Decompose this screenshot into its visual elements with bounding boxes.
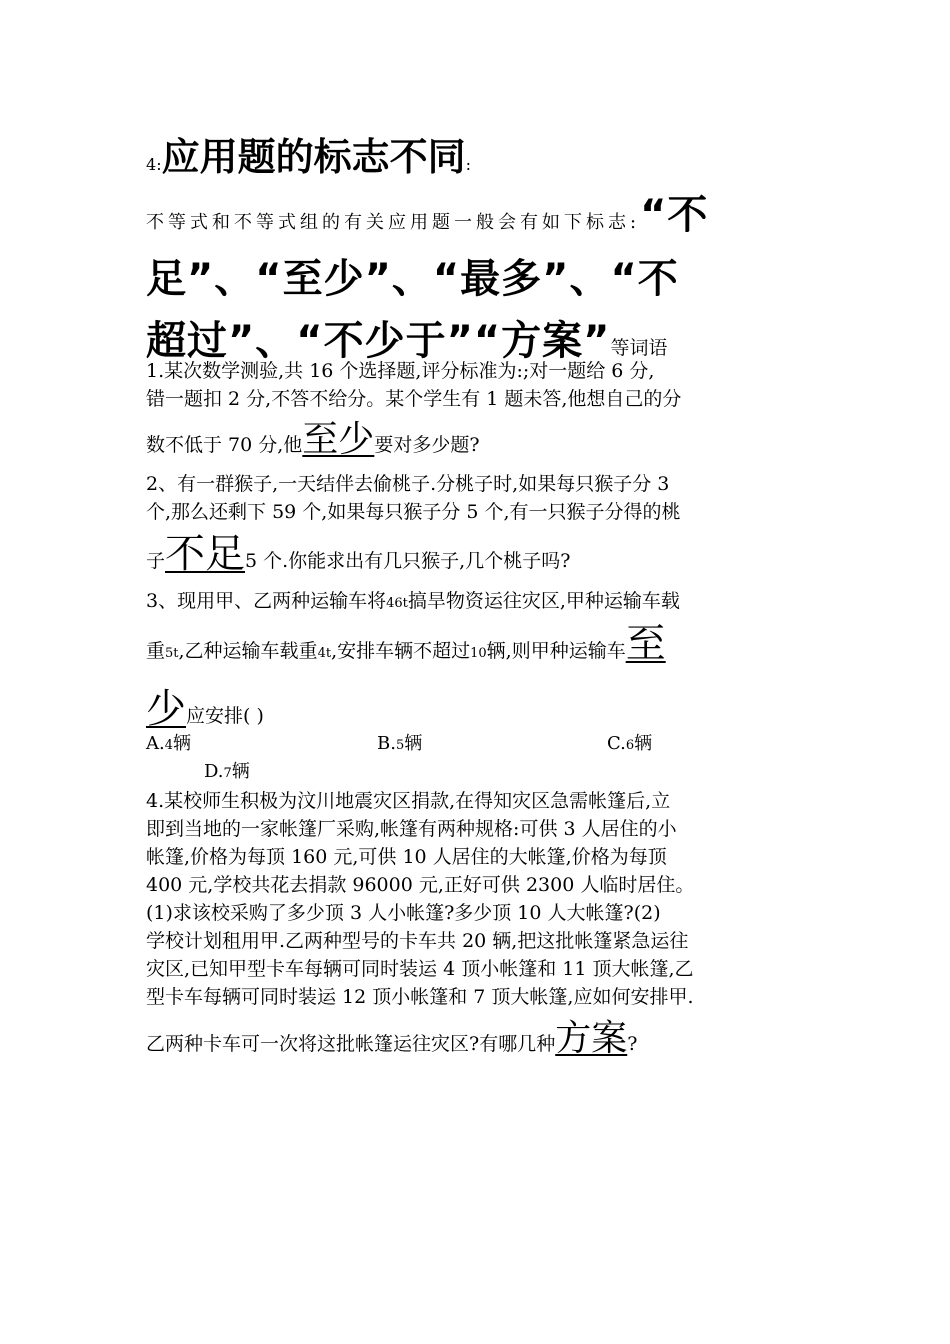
q3-keyword-2: 少 <box>146 686 186 732</box>
q3-keyword-1: 至 <box>625 621 666 667</box>
q1-line-2: 错一题扣 2 分,不答不给分。某个学生有 1 题未答,他想自己的分 <box>146 388 682 410</box>
q1-line-1: 1.某次数学测验,共 16 个选择题,评分标准为:;对一题给 6 分, <box>146 360 655 382</box>
q3-line-1b: 搞旱物资运往灾区,甲种运输车载 <box>407 590 680 612</box>
q3-load-total: 46t <box>386 596 408 611</box>
q1-line-3b: 要对多少题? <box>374 434 480 456</box>
intro-row-3-keywords: 超过”、“不少于”“方案” <box>146 318 611 364</box>
q2-line-3 <box>146 526 814 589</box>
q2-line-3b: 5 个.你能求出有几只猴子,几个桃子吗? <box>245 550 571 572</box>
intro-tail: 等词语 <box>610 337 668 359</box>
intro-paragraph <box>146 190 814 379</box>
section-colon: : <box>156 155 162 174</box>
q2-line-1: 2、有一群猴子,一天结伴去偷桃子.分桃子时,如果每只猴子分 3 <box>146 473 670 495</box>
q4-line-3: 帐篷,价格为每顶 160 元,可供 10 人居住的大帐篷,价格为每顶 <box>146 846 667 868</box>
q3-option-d: D.7辆 <box>204 761 250 782</box>
intro-lead: 不等式和不等式组的有关应用题一般会有如下标志: <box>146 212 641 233</box>
q3-line-2 <box>146 619 814 679</box>
q2-line-3a: 子 <box>146 550 166 572</box>
section-title: 应用题的标志不同 <box>161 135 466 179</box>
q4-line-4: 400 元,学校共花去捐款 96000 元,正好可供 2300 人临时居住。 <box>146 874 695 896</box>
q3-line-2d: 辆,则甲种运输车 <box>486 640 626 662</box>
q3-option-a: A.4辆 <box>146 733 192 754</box>
q4-line-9b: ? <box>627 1033 638 1055</box>
section-title-end: : <box>465 155 471 174</box>
question-4 <box>146 787 814 1072</box>
q3-line-2b: ,乙种运输车载重 <box>178 640 318 662</box>
intro-row-1 <box>146 190 814 248</box>
q1-line-3a: 数不低于 70 分,他 <box>146 434 303 456</box>
question-2 <box>146 470 814 589</box>
q4-line-6: 学校计划租用甲.乙两种型号的卡车共 20 辆,把这批帐篷紧急运往 <box>146 930 689 952</box>
q3-line-3 <box>146 679 814 746</box>
q4-line-5: (1)求该校采购了多少顶 3 人小帐篷?多少顶 10 人大帐篷?(2) <box>146 902 661 924</box>
question-3 <box>146 586 814 746</box>
q3-option-c: C.6辆 <box>607 733 653 754</box>
q3-load-b: 4t <box>317 646 332 661</box>
intro-keyword-1: “不 <box>640 192 709 238</box>
q2-line-2: 个,那么还剩下 59 个,如果每只猴子分 5 个,有一只猴子分得的桃 <box>146 501 681 523</box>
q1-line-3 <box>146 413 814 472</box>
question-1 <box>146 357 814 472</box>
q1-keyword: 至少 <box>302 419 375 460</box>
q4-line-8: 型卡车每辆可同时装运 12 顶小帐篷和 7 顶大帐篷,应如何安排甲. <box>146 986 694 1008</box>
section-heading <box>146 134 814 188</box>
q2-keyword: 不足 <box>165 531 246 577</box>
q3-max-vehicles: 10 <box>470 646 487 661</box>
q4-line-9a: 乙两种卡车可一次将这批帐篷运往灾区?有哪几种 <box>146 1033 556 1055</box>
q3-line-1 <box>146 586 814 619</box>
q4-keyword: 方案 <box>555 1018 628 1059</box>
q4-line-1: 4.某校师生积极为汶川地震灾区捐款,在得知灾区急需帐篷后,立 <box>146 790 671 812</box>
intro-row-2: 足”、“至少”、“最多”、“不 <box>146 256 679 302</box>
q4-line-9 <box>146 1011 814 1072</box>
q4-line-7: 灾区,已知甲型卡车每辆可同时装运 4 顶小帐篷和 11 顶大帐篷,乙 <box>146 958 694 980</box>
q3-line-2a: 重 <box>146 640 166 662</box>
q3-option-b: B.5辆 <box>377 733 423 754</box>
section-number: 4 <box>146 155 157 174</box>
q4-line-2: 即到当地的一家帐篷厂采购,帐篷有两种规格:可供 3 人居住的小 <box>146 818 677 840</box>
q3-load-a: 5t <box>165 646 179 661</box>
q3-line-1a: 3、现用甲、乙两种运输车将 <box>146 590 387 612</box>
q3-line-2c: ,安排车辆不超过 <box>331 640 471 662</box>
q3-line-3-text: 应安排( ) <box>186 705 264 727</box>
